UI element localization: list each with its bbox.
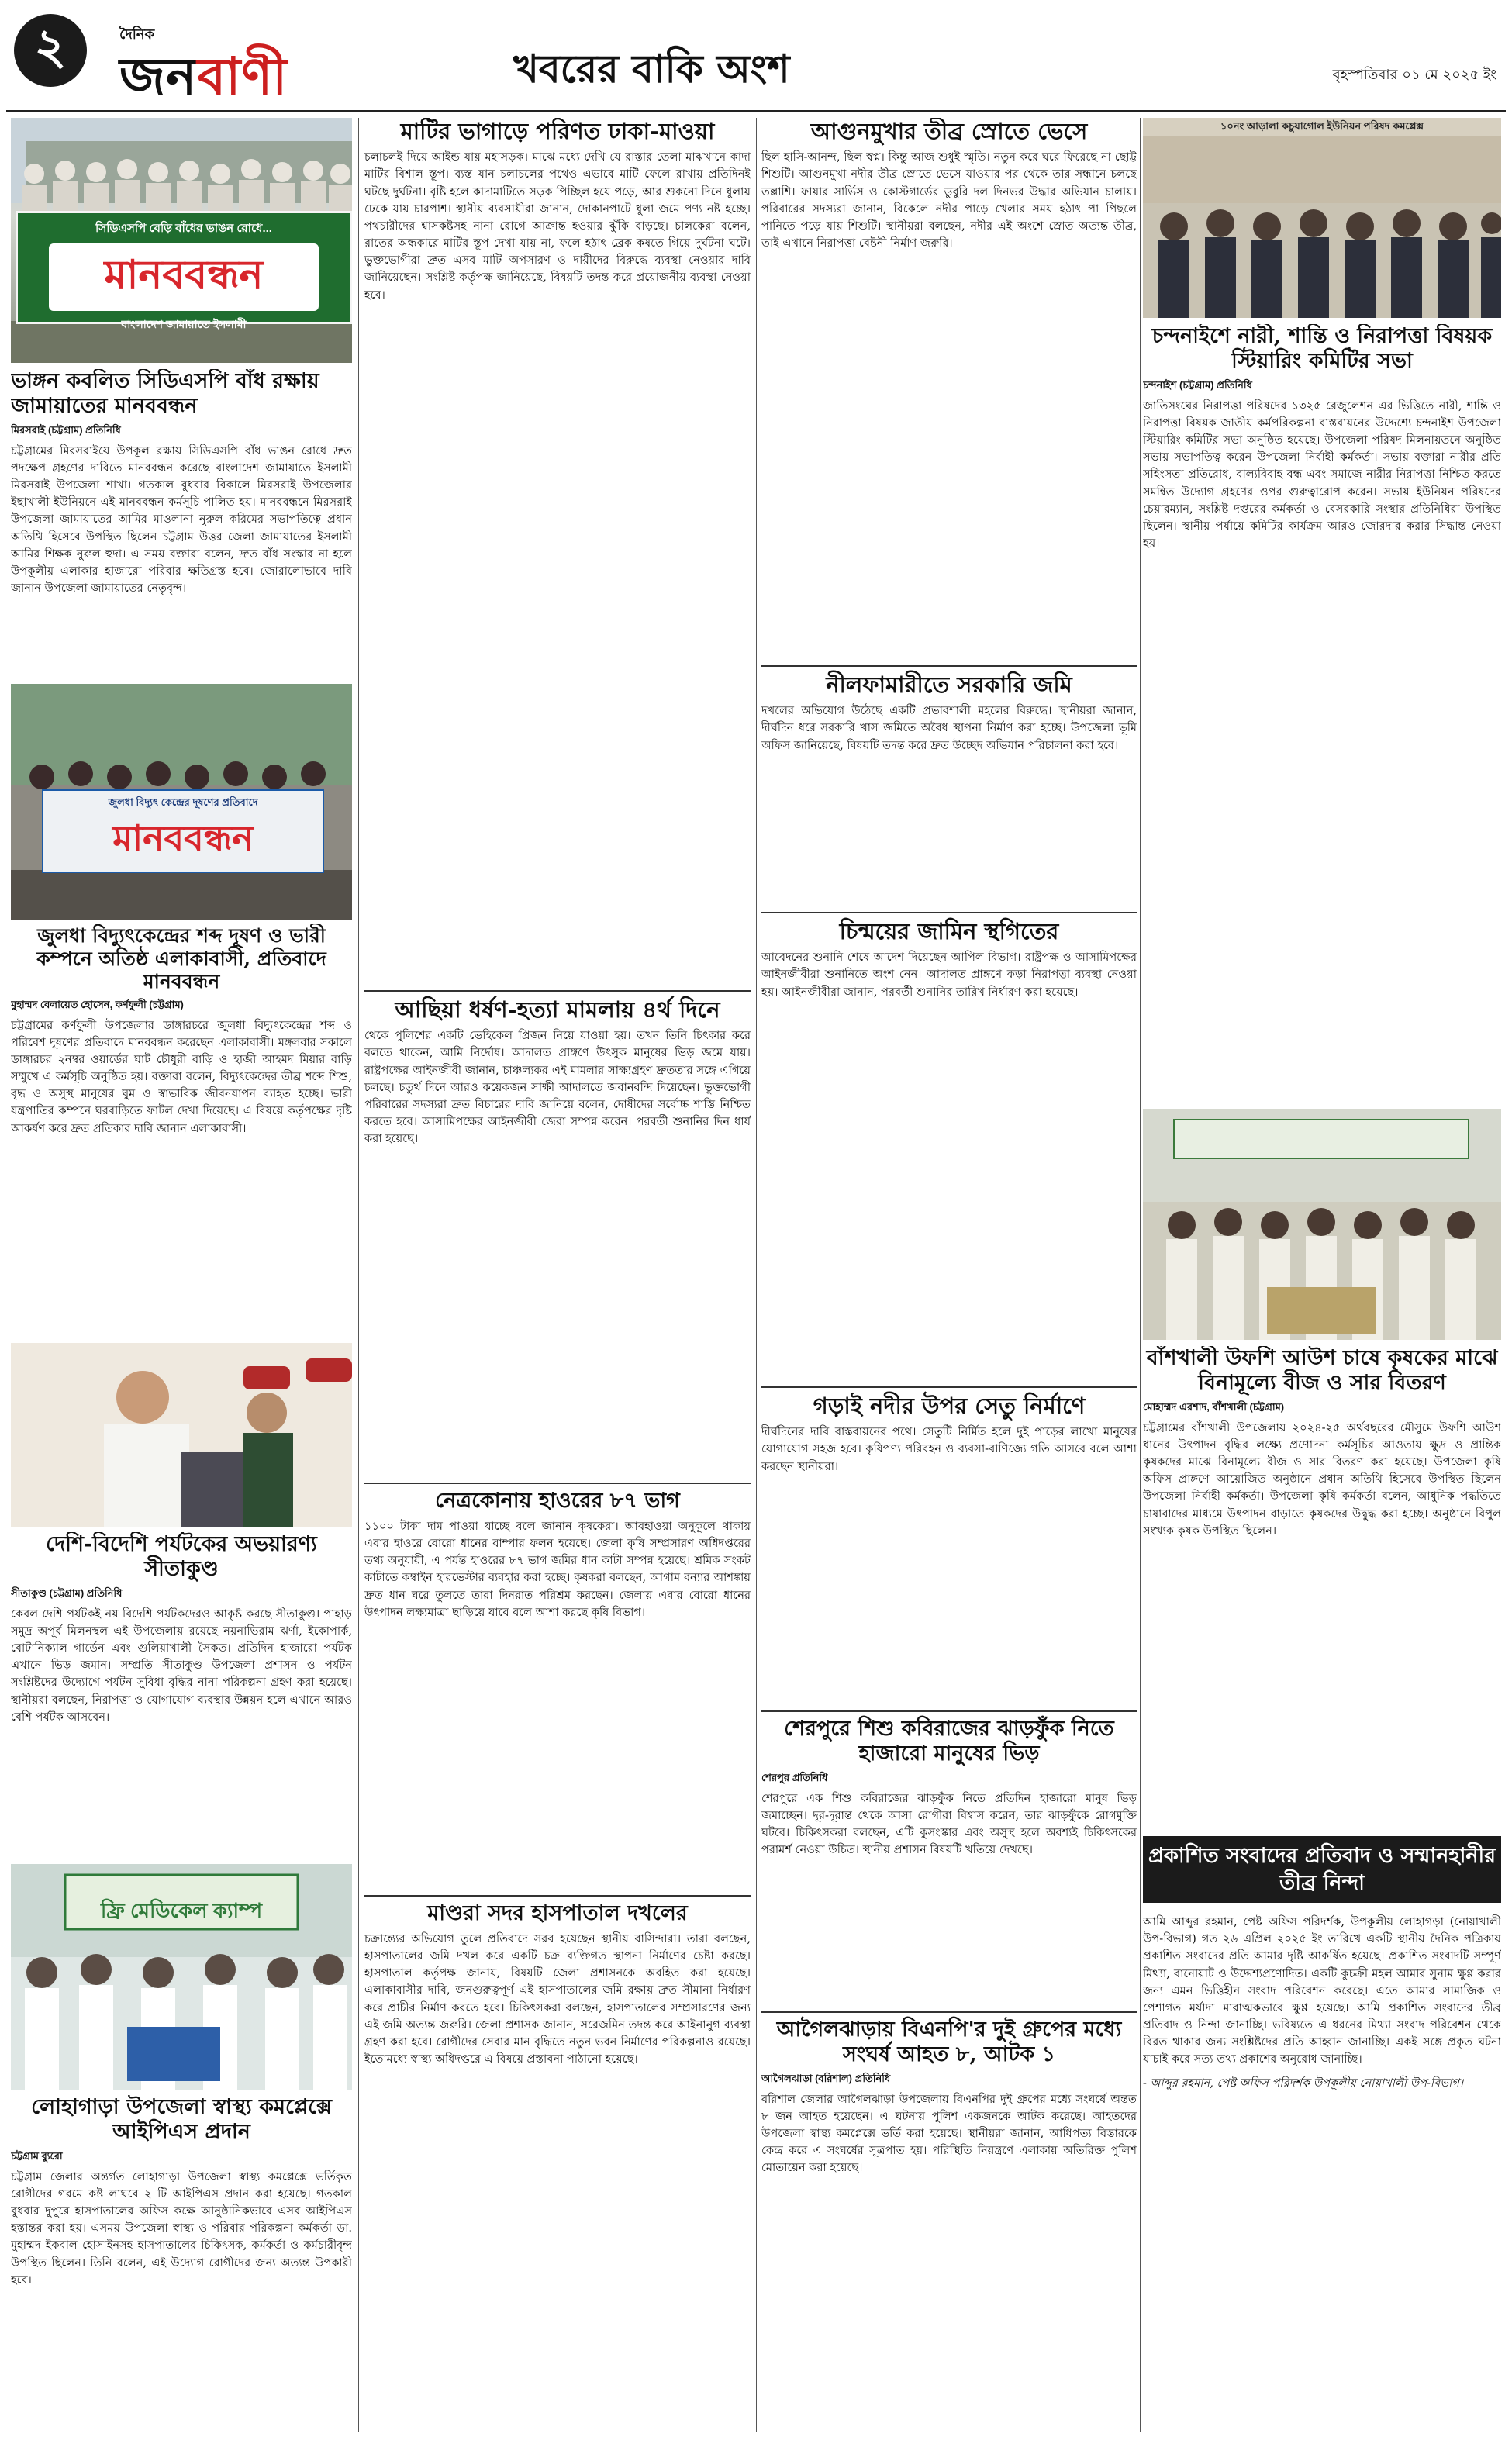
headline: দেশি-বিদেশি পর্যটকের অভয়ারণ্য সীতাকুণ্ড	[46, 1532, 317, 1581]
headline: নেত্রকোনায় হাওরের ৮৭ ভাগ	[435, 1489, 680, 1513]
protest-banner: সিডিএসপি বেড়ি বাঁধের ভাঙন রোধে... মানববন্ধন বাংলাদেশ জামায়াতে ইসলামী	[16, 211, 352, 324]
article-body: দীর্ঘদিনের দাবি বাস্তবায়নের পথে। সেতুটি নির্মিত হলে দুই পাড়ের লাখো মানুষের যোগাযোগ সহজ হবে। কৃষিপণ্য পরিবহন ও ব্যবসা-বাণিজ্যে গতি আসবে বলে আশা করছেন স্থানীয়রা।	[761, 1425, 1137, 1473]
headline: মাণ্ডরা সদর হাসপাতাল দখলের	[427, 1901, 688, 1925]
column-4	[1143, 118, 1501, 2432]
news-photo-human-chain	[11, 118, 352, 363]
story-sidcsp-embankment	[11, 369, 352, 681]
headline: আগৈলঝাড়ায় বিএনপি'র দুই গ্রুপের মধ্যে সংঘর্ষ আহত ৮, আটক ১	[776, 2018, 1122, 2066]
article-body: চট্টগ্রামের বাঁশখালী উপজেলায় ২০২৪-২৫ অর্থবছরের মৌসুমে উফশি আউশ ধানের উৎপাদন বৃদ্ধির লক্ষ্যে প্রণোদনা কর্মসূচির আওতায় ক্ষুদ্র ও প্রান্তিক কৃষকদের মাঝে বিনামূল্যে বীজ ও সার বিতরণ করা হয়েছে। উপজেলা কৃষি অফিস প্রাঙ্গণে আয়োজিত অনুষ্ঠানে প্রধান অতিথি হিসেবে উপস্থিত ছিলেন উপজেলা নির্বাহী কর্মকর্তা। উপজেলা কৃষি কর্মকর্তা বলেন, আধুনিক পদ্ধতিতে চাষাবাদের মাধ্যমে উৎপাদন বাড়াতে কৃষকদের উদ্বুদ্ধ করা হচ্ছে। অনুষ্ঠানে বিপুল সংখ্যক কৃষক উপস্থিত ছিলেন।	[1143, 1420, 1501, 1538]
column-3	[761, 118, 1137, 2432]
brand-part2: বাণী	[197, 46, 288, 106]
story-dhaka-mawa	[364, 118, 751, 979]
story-nilphamari-land	[761, 665, 1137, 912]
byline: আগৈলঝাড়া (বরিশাল) প্রতিনিধি	[761, 2072, 891, 2084]
article-body: চট্টগ্রামের মিরসরাইয়ে উপকূল রক্ষায় সিডিএসপি বাঁধ ভাঙন রোধে দ্রুত পদক্ষেপ গ্রহণের দাবিতে মানববন্ধন করেছে বাংলাদেশ জামায়াতে ইসলামী মিরসরাই উপজেলা শাখা। গতকাল বুধবার বিকালে মিরসরাই উপজেলার ইছাখালী ইউনিয়নে এই মানববন্ধন কর্মসূচি পালিত হয়। মানববন্ধনে মিরসরাই উপজেলা জামায়াতের আমির মাওলানা নুরুল করিমের সভাপতিত্বে প্রধান অতিথি হিসেবে উপস্থিত ছিলেন চট্টগ্রাম উত্তর জেলা জামায়াতের ইসলামী আমির শিক্ষক নুরুল হুদা। এ সময় বক্তারা বলেন, দ্রুত বাঁধ সংস্কার না হলে উপকূলীয় এলাকার হাজারো পরিবার ক্ষতিগ্রস্ত হবে। জোরালোভাবে দাবি জানান উপজেলা জামায়াতের নেতৃবৃন্দ।	[11, 444, 352, 595]
brand-part1: জন	[119, 46, 198, 106]
story-agunmukha-river	[761, 118, 1137, 661]
article-body: থেকে পুলিশের একটি ভেহিকেল প্রিজন নিয়ে যাওয়া হয়। তখন তিনি চিৎকার করে বলতে থাকেন, আমি নির্দোষ। আদালত প্রাঙ্গণে উৎসুক মানুষের ভিড় জমে যায়। রাষ্ট্রপক্ষের আইনজীবী জানান, চাঞ্চল্যকর এই মামলার সাক্ষ্যগ্রহণ দ্রুততার সঙ্গে এগিয়ে চলছে। চতুর্থ দিনে আরও কয়েকজন সাক্ষী আদালতে জবানবন্দি দিয়েছেন। ভুক্তভোগী পরিবারের সদস্যরা দ্রুত বিচারের দাবি জানিয়ে বলেন, দোষীদের সর্বোচ্চ শাস্তি নিশ্চিত করতে হবে। আসামিপক্ষের আইনজীবী জেরা সম্পন্ন করেন। পরবর্তী শুনানির দিন ধার্য করা হয়েছে।	[364, 1029, 751, 1146]
article-body: শেরপুরে এক শিশু কবিরাজের ঝাড়ফুঁক নিতে প্রতিদিন হাজারো মানুষ ভিড় জমাচ্ছেন। দূর-দূরান্ত থেকে আসা রোগীরা বিশ্বাস করেন, তার ঝাড়ফুঁকে রোগমুক্তি ঘটবে। চিকিৎসকরা বলছেন, এটি কুসংস্কার এবং অসুস্থ হলে অবশ্যই চিকিৎসকের পরামর্শ নেওয়া উচিত। স্থানীয় প্রশাসন বিষয়টি খতিয়ে দেখছে।	[761, 1791, 1137, 1857]
story-lohagara-ips	[11, 2095, 352, 2432]
protest-notice-headline: প্রকাশিত সংবাদের প্রতিবাদ ও সম্মানহানীর তীব্র নিন্দা	[1143, 1836, 1501, 1903]
article-body: ছিল হাসি-আনন্দ, ছিল স্বপ্ন। কিন্তু আজ শুধুই স্মৃতি। নতুন করে ঘরে ফিরেছে না ছোট্ট শিশুটি। আগুনমুখা নদীর তীব্র স্রোতে ভেসে যাওয়ার পর থেকে তার সন্ধানে চলছে তল্লাশি। ফায়ার সার্ভিস ও কোস্টগার্ডের ডুবুরি দল দিনভর উদ্ধার অভিযান চালায়। পরিবারের সদস্যরা জানান, বিকেলে নদীর পাড়ে খেলার সময় হঠাৎ পা পিছলে পানিতে পড়ে যায় শিশুটি। স্থানীয়রা বলছেন, নদীর এই অংশে স্রোত অত্যন্ত তীব্র, তাই এখানে নিরাপত্তা বেষ্টনী নির্মাণ জরুরি।	[761, 150, 1137, 250]
article-body: আবেদনের শুনানি শেষে আদেশ দিয়েছেন আপিল বিভাগ। রাষ্ট্রপক্ষ ও আসামিপক্ষের আইনজীবীরা শুনানিতে অংশ নেন। আদালত প্রাঙ্গণে কড়া নিরাপত্তা ব্যবস্থা নেওয়া হয়। আইনজীবীরা জানান, পরবর্তী শুনানির তারিখ নির্ধারণ করা হয়েছে।	[761, 951, 1137, 999]
headline: বাঁশখালী উফশি আউশ চাষে কৃষকের মাঝে বিনামূল্যে বীজ ও সার বিতরণ	[1146, 1346, 1498, 1395]
article-body: চলাচলই দিয়ে আইন্ড যায় মহাসড়ক। মাঝে মধ্যে দেখি যে রাস্তার তেলা মাঝখানে কাদা মাটির বিশাল স্তূপ। ব্যস্ত যান চলাচলের পথেও এভাবে মাটি ফেলে রাখায় প্রতিদিনই ঘটছে দুর্ঘটনা। বৃষ্টি হলে কাদামাটিতে সড়ক পিচ্ছিল হয়ে পড়ে, আর শুকনো দিনে ধুলায় ঢেকে যায় চারপাশ। স্থানীয় ব্যবসায়ীরা জানান, দোকানপাটে ধুলা জমে পণ্য নষ্ট হচ্ছে। পথচারীদের শ্বাসকষ্টসহ নানা রোগে আক্রান্ত হওয়ার ঝুঁকি বাড়ছে। চালকেরা বলেন, রাতের অন্ধকারে মাটির স্তূপ দেখা যায় না, ফলে হঠাৎ ব্রেক কষতে গিয়ে দুর্ঘটনা ঘটে। ভুক্তভোগীরা দ্রুত এসব মাটি অপসারণ ও দায়ীদের বিরুদ্ধে ব্যবস্থা নেওয়ার দাবি জানিয়েছেন। সংশ্লিষ্ট কর্তৃপক্ষ জানিয়েছে, বিষয়টি তদন্ত করে প্রয়োজনীয় ব্যবস্থা নেওয়া হবে।	[364, 150, 751, 302]
article-body: বরিশাল জেলার আগৈলঝাড়া উপজেলায় বিএনপির দুই গ্রুপের মধ্যে সংঘর্ষে অন্তত ৮ জন আহত হয়েছেন। এ ঘটনায় পুলিশ একজনকে আটক করেছে। আহতদের উপজেলা স্বাস্থ্য কমপ্লেক্সে ভর্তি করা হয়েছে। স্থানীয়রা জানান, আধিপত্য বিস্তারকে কেন্দ্র করে এ সংঘর্ষের সূত্রপাত হয়। পরিস্থিতি নিয়ন্ত্রণে এলাকায় অতিরিক্ত পুলিশ মোতায়েন করা হয়েছে।	[761, 2092, 1137, 2175]
column-2	[364, 118, 751, 2432]
protest-banner: জুলধা বিদ্যুৎ কেন্দ্রের দূষণের প্রতিবাদে মানববন্ধন	[42, 789, 324, 873]
section-title: খবরের বাকি অংশ	[513, 46, 790, 91]
news-photo-julda-protest	[11, 684, 352, 920]
issue-date: বৃহস্পতিবার ০১ মে ২০২৫ ইং	[1332, 67, 1496, 83]
article-body: চক্রান্ত্যের অভিযোগ তুলে প্রতিবাদে সরব হয়েছেন স্থানীয় বাসিন্দারা। তারা বলছেন, হাসপাতালের জমি দখল করে একটি চক্র ব্যক্তিগত স্থাপনা নির্মাণের চেষ্টা করছে। হাসপাতাল কর্তৃপক্ষ জানায়, বিষয়টি জেলা প্রশাসনকে অবহিত করা হয়েছে। এলাকাবাসীর দাবি, জনগুরুত্বপূর্ণ এই হাসপাতালের জমি রক্ষায় দ্রুত সীমানা নির্ধারণ করে প্রাচীর নির্মাণ করতে হবে। চিকিৎসকরা বলছেন, হাসপাতালের সম্প্রসারণের জন্য এই জমি অত্যন্ত জরুরি। জেলা প্রশাসক জানান, সরেজমিন তদন্ত করে আইনানুগ ব্যবস্থা গ্রহণ করা হবে। রোগীদের সেবার মান বৃদ্ধিতে নতুন ভবন নির্মাণের পরিকল্পনাও রয়েছে। ইতোমধ্যে স্বাস্থ্য অধিদপ্তরে এ বিষয়ে প্রস্তাবনা পাঠানো হয়েছে।	[364, 1931, 751, 2066]
speech-illustration	[11, 1343, 352, 1528]
headline: শেরপুরে শিশু কবিরাজের ঝাড়ফুঁক নিতে হাজারো মানুষের ভিড়	[784, 1717, 1114, 1766]
headline: আগুনমুখার তীব্র স্রোতে ভেসে	[810, 118, 1088, 144]
byline: মিরসরাই (চট্টগ্রাম) প্রতিনিধি	[11, 423, 121, 436]
article-body: চট্টগ্রামের কর্ণফুলী উপজেলার ডাঙ্গারচরে জুলধা বিদ্যুৎকেন্দ্রের শব্দ ও পরিবেশ দূষণের প্রতিবাদে মানববন্ধন করেছেন এলাকাবাসী। মঙ্গলবার সকালে ডাঙ্গারচর ২নম্বর ওয়ার্ডের ঘাট চৌধুরী বাড়ি ও হাজী আহমদ মিয়ার বাড়ি সম্মুখে এ কর্মসূচি অনুষ্ঠিত হয়। বক্তারা বলেন, বিদ্যুৎকেন্দ্রের তীব্র শব্দে শিশু, বৃদ্ধ ও অসুস্থ মানুষের ঘুম ও স্বাভাবিক জীবনযাপন ব্যাহত হচ্ছে। ভারী যন্ত্রপাতির কম্পনে ঘরবাড়িতে ফাটল দেখা দিয়েছে। এ বিষয়ে কর্তৃপক্ষের দৃষ্টি আকর্ষণ করে দ্রুত প্রতিকার দাবি জানান এলাকাবাসী।	[11, 1018, 352, 1135]
news-photo-seed-distribution	[1143, 1109, 1501, 1340]
byline: শেরপুর প্রতিনিধি	[761, 1771, 828, 1783]
article-body: কেবল দেশি পর্যটকই নয় বিদেশি পর্যটকদেরও আকৃষ্ট করছে সীতাকুণ্ড। পাহাড় সমুদ্র অপূর্ব মিলনস্থল এই উপজেলায় রয়েছে নয়নাভিরাম ঝর্ণা, ইকোপার্ক, বোটানিক্যাল গার্ডেন এবং গুলিয়াখালী সৈকত। প্রতিদিন হাজারো পর্যটক এখানে ভিড় জমান। সম্প্রতি সীতাকুণ্ড উপজেলা প্রশাসন ও পর্যটন সংশ্লিষ্টদের উদ্যোগে পর্যটন সুবিধা বৃদ্ধির নানা পরিকল্পনা গ্রহণ করা হয়েছে। স্থানীয়রা বলছেন, নিরাপত্তা ও যোগাযোগ ব্যবস্থার উন্নয়ন হলে এখানে আরও বেশি পর্যটক আসবেন।	[11, 1607, 352, 1724]
headline: গড়াই নদীর উপর সেতু নির্মাণে	[813, 1393, 1086, 1419]
article-body: দখলের অভিযোগ উঠেছে একটি প্রভাবশালী মহলের বিরুদ্ধে। স্থানীয়রা জানান, দীর্ঘদিন ধরে সরকারি খাস জমিতে অবৈধ স্থাপনা নির্মাণ করা হচ্ছে। উপজেলা ভূমি অফিস জানিয়েছে, বিষয়টি তদন্ত করে দ্রুত উচ্ছেদ অভিযান পরিচালনা করা হবে।	[761, 704, 1137, 752]
byline: সীতাকুণ্ড (চট্টগ্রাম) প্রতিনিধি	[11, 1586, 123, 1599]
column-divider	[756, 118, 757, 2432]
masthead	[6, 6, 1506, 112]
story-julda-power-plant	[11, 924, 352, 1335]
news-photo-union-parishad	[1143, 118, 1501, 318]
story-sherpur-healer	[761, 1710, 1137, 2011]
column-divider	[1140, 118, 1141, 2432]
headline: জুলধা বিদ্যুৎকেন্দ্রের শব্দ দূষণ ও ভারী কম্পনে অতিষ্ঠ এলাকাবাসী, প্রতিবাদে মানববন্ধন	[36, 924, 326, 992]
story-gorai-bridge	[761, 1386, 1137, 1710]
story-agailjhara-clash	[761, 2011, 1137, 2432]
article-body: চট্টগ্রাম জেলার অন্তর্গত লোহাগাড়া উপজেলা স্বাস্থ্য কমপ্লেক্সে ভর্তিকৃত রোগীদের গরমে কষ্ট লাঘবে ২ টি আইপিএস প্রদান করা হয়েছে। গতকাল বুধবার দুপুরে হাসপাতালের অফিস কক্ষে আনুষ্ঠানিকভাবে এসব আইপিএস হস্তান্তর করা হয়। এসময় উপজেলা স্বাস্থ্য ও পরিবার পরিকল্পনা কর্মকর্তা ডা. মুহাম্মদ ইকবাল হোসাইনসহ হাসপাতালের চিকিৎসক, কর্মকর্তা ও কর্মচারীবৃন্দ উপস্থিত ছিলেন। তিনি বলেন, এই উদ্যোগ রোগীদের জন্য অত্যন্ত উপকারী হবে।	[11, 2170, 352, 2287]
story-magura-hospital	[364, 1895, 751, 2432]
headline: চন্দনাইশে নারী, শান্তি ও নিরাপত্তা বিষয়ক স্টিয়ারিং কমিটির সভা	[1151, 324, 1493, 373]
page-number: ২	[14, 14, 87, 87]
headline: আছিয়া ধর্ষণ-হত্যা মামলায় ৪র্থ দিনে	[395, 996, 720, 1023]
brand-daily: দৈনিক	[119, 26, 155, 43]
newspaper-logo	[119, 37, 288, 123]
news-photo-speech	[11, 1343, 352, 1528]
article-body: আমি আব্দুর রহমান, পেষ্ট অফিস পরিদর্শক, উপকূলীয় লোহাগড়া (নোয়াখালী উপ-বিভাগ) গত ২৬ এপ্রিল ২০২৫ ইং তারিখে একটি স্থানীয় দৈনিক পত্রিকায় প্রকাশিত সংবাদের প্রতি আমার দৃষ্টি আকর্ষিত হয়েছে। প্রকাশিত সংবাদটি সম্পূর্ণ মিথ্যা, বানোয়াট ও উদ্দেশ্যপ্রণোদিত। একটি কুচক্রী মহল আমার সুনাম ক্ষুণ্ণ করার জন্য এমন ভিত্তিহীন সংবাদ পরিবেশন করেছে। এতে আমার সামাজিক ও পেশাগত মর্যাদা মারাত্মকভাবে ক্ষুণ্ণ হয়েছে। আমি প্রকাশিত সংবাদের তীব্র প্রতিবাদ ও নিন্দা জানাচ্ছি। ভবিষ্যতে এ ধরনের মিথ্যা সংবাদ পরিবেশন থেকে বিরত থাকার জন্য সংশ্লিষ্টদের প্রতি আহ্বান জানাচ্ছি। একই সঙ্গে প্রকৃত ঘটনা যাচাই করে সত্য তথ্য প্রকাশের অনুরোধ জানাচ্ছি।	[1143, 1915, 1501, 2066]
headline: ভাঙ্গন কবলিত সিডিএসপি বাঁধ রক্ষায় জামায়াতের মানববন্ধন	[11, 369, 319, 418]
story-chinmoy-bail	[761, 912, 1137, 1386]
building-sign: ১০নং আড়ালা কচুয়াগোল ইউনিয়ন পরিষদ কমপ্লেক্স	[1220, 120, 1424, 132]
headline: লোহাগাড়া উপজেলা স্বাস্থ্য কমপ্লেক্সে আইপিএস প্রদান	[31, 2095, 332, 2144]
byline: মোহাম্মদ এরশাদ, বাঁশখালী (চট্টগ্রাম)	[1143, 1400, 1285, 1413]
byline: মুহাম্মদ বেলায়েত হোসেন, কর্ণফুলী (চট্টগ্রাম)	[11, 998, 184, 1010]
column-1	[11, 118, 352, 2432]
story-banshkhali-seed	[1143, 1346, 1501, 1827]
column-divider	[358, 118, 359, 2432]
story-protest-notice	[1143, 1914, 1501, 2432]
headline: মাটির ভাগাড়ে পরিণত ঢাকা-মাওয়া	[400, 118, 715, 144]
headline: চিন্ময়ের জামিন স্থগিতের	[839, 918, 1059, 944]
signature: - আব্দুর রহমান, পেষ্ট অফিস পরিদর্শক উপকূলীয় নোয়াখালী উপ-বিভাগ।	[1143, 2076, 1464, 2090]
byline: চট্টগ্রাম ব্যুরো	[11, 2149, 63, 2162]
banner-text: ফ্রি মেডিকেল ক্যাম্প	[100, 1899, 263, 1922]
story-asiya-case	[364, 990, 751, 1481]
article-body: ১১০০ টাকা দাম পাওয়া যাচ্ছে বলে জানান কৃষকেরা। আবহাওয়া অনুকূলে থাকায় এবার হাওরে বোরো ধানের বাম্পার ফলন হয়েছে। জেলা কৃষি সম্প্রসারণ অধিদপ্তরের তথ্য অনুযায়ী, এ পর্যন্ত হাওরের ৮৭ ভাগ জমির ধান কাটা সম্পন্ন হয়েছে। শ্রমিক সংকট কাটাতে কম্বাইন হারভেস্টার ব্যবহার করা হচ্ছে। কৃষকরা বলছেন, আগাম বন্যার আশঙ্কায় দ্রুত ধান ঘরে তুলতে তারা দিনরাত পরিশ্রম করছেন। জেলায় এবার বোরো ধানের উৎপাদন লক্ষ্যমাত্রা ছাড়িয়ে যাবে বলে আশা করছে কৃষি বিভাগ।	[364, 1519, 751, 1619]
headline: নীলফামারীতে সরকারি জমি	[826, 671, 1072, 698]
story-chandanaish-meeting	[1143, 324, 1501, 1099]
story-sitakunda-tourism	[11, 1532, 352, 1858]
news-photo-ips-handover	[11, 1864, 352, 2090]
meeting-illustration	[1143, 118, 1501, 318]
article-body: জাতিসংঘের নিরাপত্তা পরিষদের ১৩২৫ রেজুলেশন এর ভিত্তিতে নারী, শান্তি ও নিরাপত্তা বিষয়ক জাতীয় কর্মপরিকল্পনা বাস্তবায়নের উদ্দেশ্যে চন্দনাইশ উপজেলা স্টিয়ারিং কমিটির সভা অনুষ্ঠিত হয়েছে। উপজেলা পরিষদ মিলনায়তনে অনুষ্ঠিত সভায় সভাপতিত্ব করেন উপজেলা নির্বাহী কর্মকর্তা। সভায় বক্তারা নারীর প্রতি সহিংসতা প্রতিরোধ, বাল্যবিবাহ বন্ধ এবং সমাজে নারীর নিরাপত্তা নিশ্চিত করতে সমন্বিত উদ্যোগ গ্রহণের ওপর গুরুত্বারোপ করেন। সভায় ইউনিয়ন পরিষদের চেয়ারম্যান, সংশ্লিষ্ট দপ্তরের কর্মকর্তা ও বেসরকারি সংস্থার প্রতিনিধিরা উপস্থিত ছিলেন। স্থানীয় পর্যায়ে কমিটির কার্যক্রম আরও জোরদার করার সিদ্ধান্ত নেওয়া হয়।	[1143, 399, 1501, 551]
seed-distribution-illustration	[1143, 1109, 1501, 1340]
story-netrokona-haor	[364, 1483, 751, 1892]
byline: চন্দনাইশ (চট্টগ্রাম) প্রতিনিধি	[1143, 378, 1252, 391]
